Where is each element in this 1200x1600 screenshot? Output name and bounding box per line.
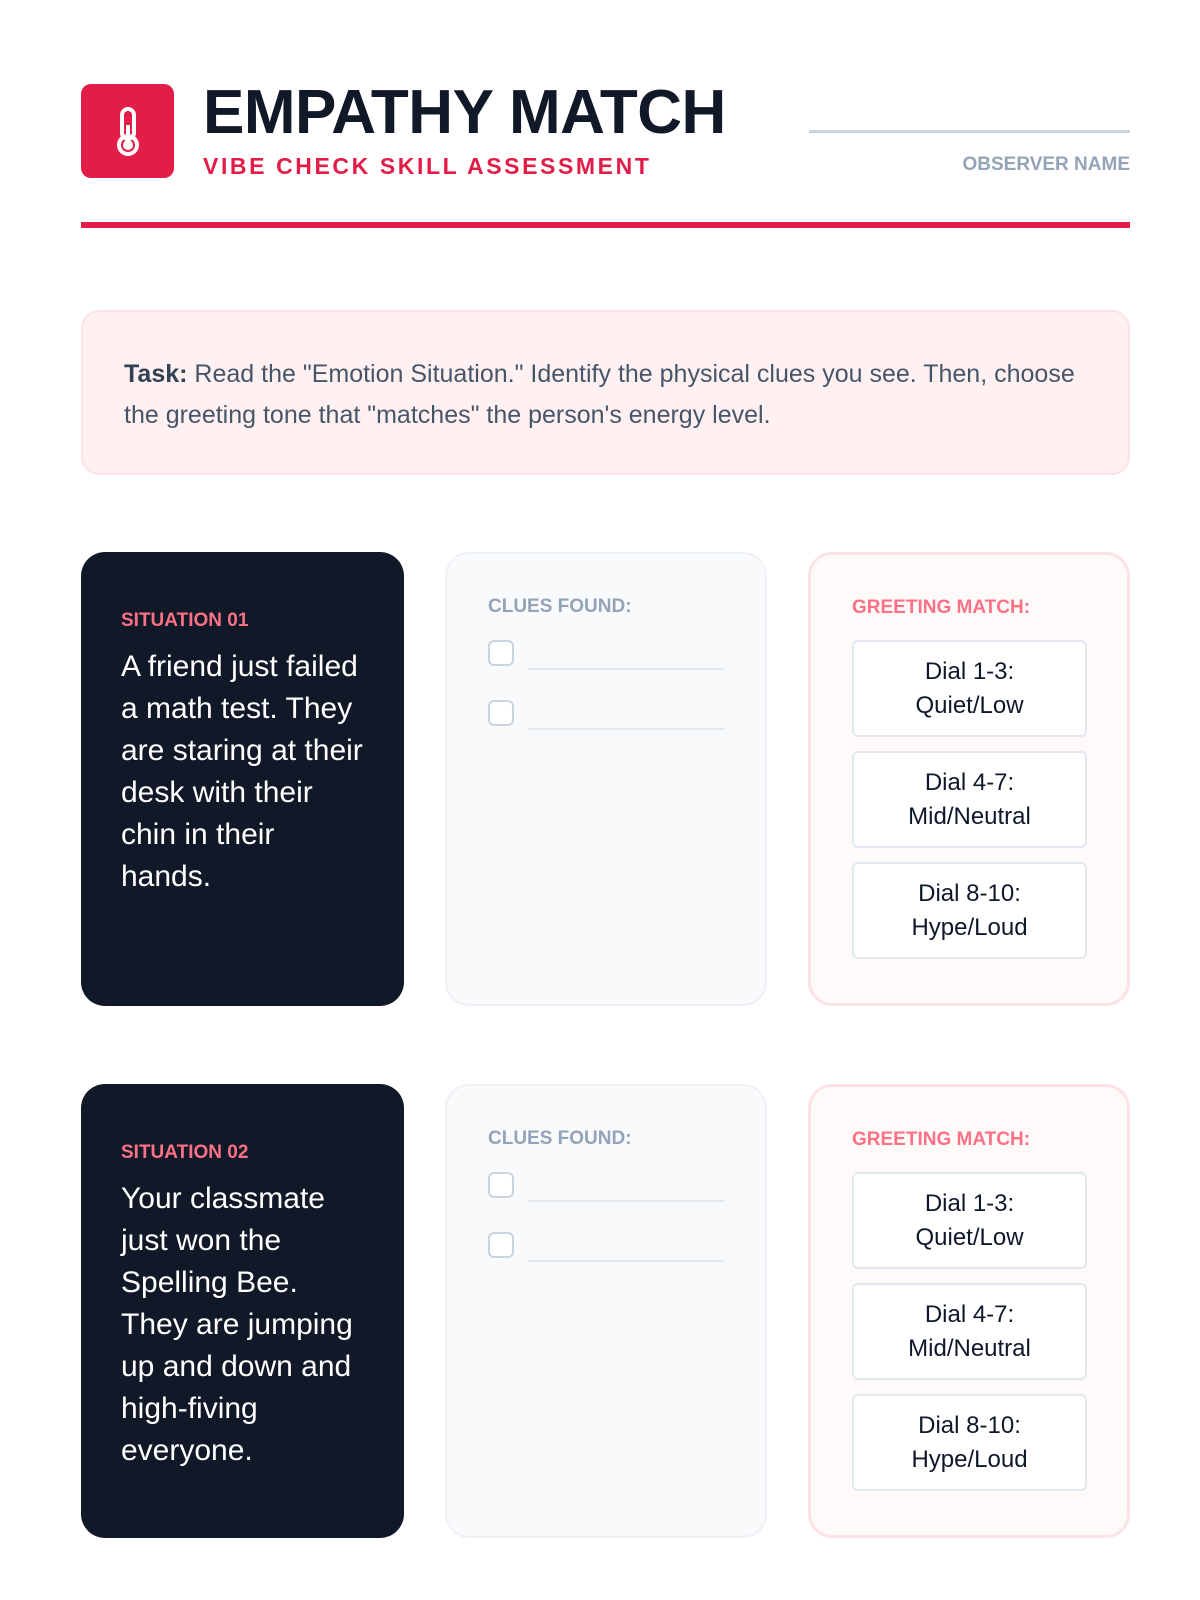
situation-card xyxy=(81,552,404,1006)
thermometer-icon xyxy=(81,84,174,178)
page-title: EMPATHY MATCH xyxy=(203,78,726,147)
situation-text: Your classmate just won the Spelling Bee. They are jumping up and down and high-fiving everyone. xyxy=(121,1182,353,1467)
clue-write-line[interactable] xyxy=(528,728,724,730)
clue-checkbox[interactable] xyxy=(488,700,514,726)
observer-name-label: OBSERVER NAME xyxy=(962,154,1130,175)
situation-row xyxy=(81,1084,1130,1538)
clue-item xyxy=(488,638,724,666)
clue-checkbox[interactable] xyxy=(488,1232,514,1258)
greeting-card xyxy=(808,552,1130,1006)
task-text: Read the "Emotion Situation." Identify the physical clues you see. Then, choose the greeting tone that "matches" the person's energy level. xyxy=(124,360,1075,429)
clue-write-line[interactable] xyxy=(528,1260,724,1262)
task-instructions xyxy=(81,310,1130,475)
greeting-option-mid[interactable]: Dial 4-7: Mid/Neutral xyxy=(852,1283,1087,1380)
clues-label: CLUES FOUND: xyxy=(488,1128,632,1149)
situation-row xyxy=(81,552,1130,1006)
clues-label: CLUES FOUND: xyxy=(488,596,632,617)
situation-label: SITUATION 02 xyxy=(121,1142,249,1163)
greeting-option-hype[interactable]: Dial 8-10: Hype/Loud xyxy=(852,1394,1087,1491)
greeting-card xyxy=(808,1084,1130,1538)
clues-card xyxy=(445,552,767,1006)
greeting-option-quiet[interactable]: Dial 1-3: Quiet/Low xyxy=(852,1172,1087,1269)
clue-item xyxy=(488,698,724,726)
clue-write-line[interactable] xyxy=(528,1200,724,1202)
header xyxy=(81,78,1130,179)
clue-checkbox[interactable] xyxy=(488,640,514,666)
task-label: Task: xyxy=(124,360,188,388)
clue-item xyxy=(488,1230,724,1258)
observer-name-field[interactable] xyxy=(809,130,1130,133)
clue-item xyxy=(488,1170,724,1198)
header-divider xyxy=(81,222,1130,228)
clues-card xyxy=(445,1084,767,1538)
situation-text: A friend just failed a math test. They are staring at their desk with their chin in their hands. xyxy=(121,650,363,893)
clue-checkbox[interactable] xyxy=(488,1172,514,1198)
greeting-option-quiet[interactable]: Dial 1-3: Quiet/Low xyxy=(852,640,1087,737)
greeting-label: GREETING MATCH: xyxy=(852,1129,1031,1150)
greeting-label: GREETING MATCH: xyxy=(852,597,1031,618)
clue-write-line[interactable] xyxy=(528,668,724,670)
page-subtitle: VIBE CHECK SKILL ASSESSMENT xyxy=(203,153,652,179)
situation-label: SITUATION 01 xyxy=(121,610,249,631)
situation-card xyxy=(81,1084,404,1538)
greeting-option-mid[interactable]: Dial 4-7: Mid/Neutral xyxy=(852,751,1087,848)
greeting-option-hype[interactable]: Dial 8-10: Hype/Loud xyxy=(852,862,1087,959)
